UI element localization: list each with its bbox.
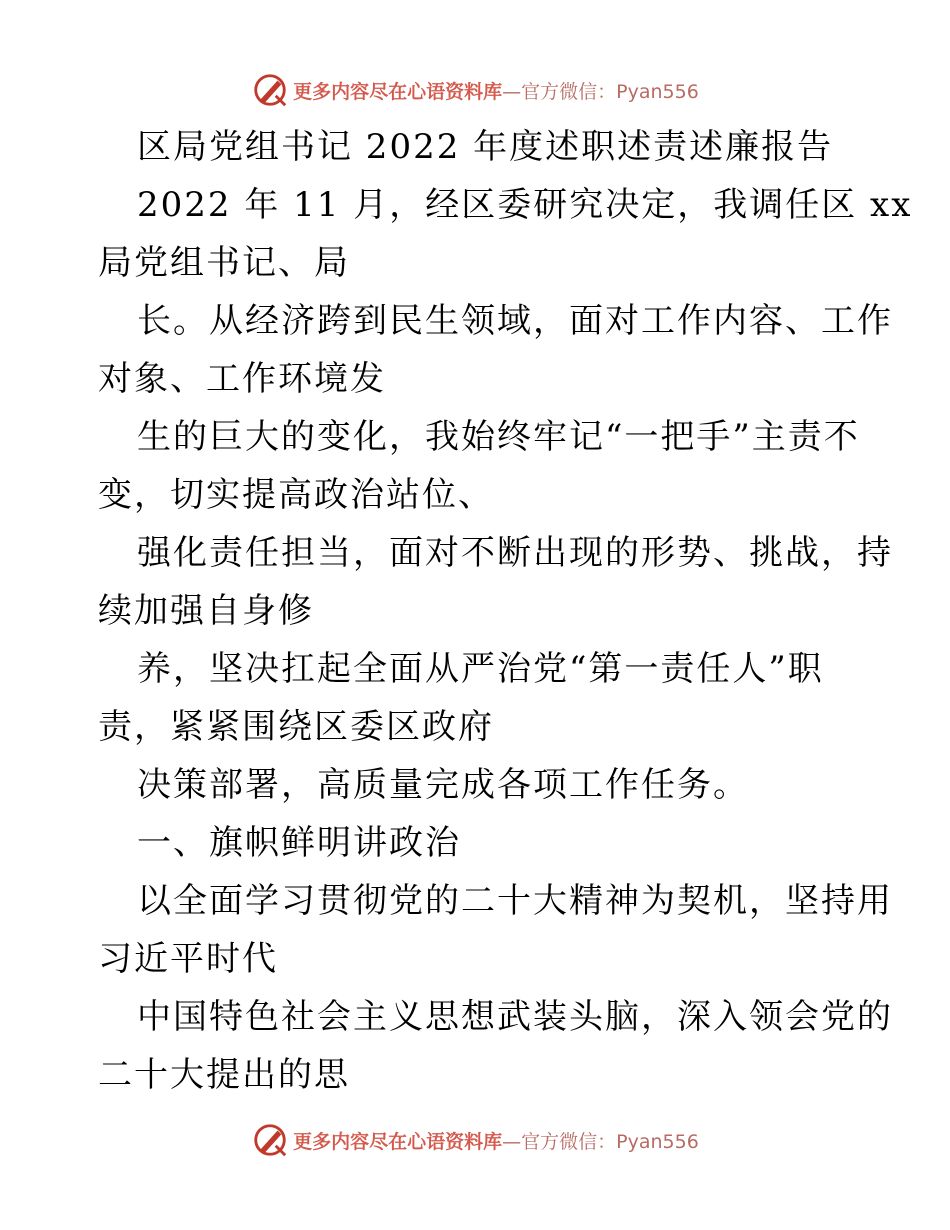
- pen-logo-icon: [251, 71, 289, 109]
- banner-rest: —官方微信：Pyan556: [502, 80, 699, 103]
- text-line: 以全面学习贯彻党的二十大精神为契机，坚持用: [137, 881, 893, 921]
- text-line: 养，坚决扛起全面从严治党“第一责任人”职: [137, 649, 824, 689]
- banner-highlight: 更多内容尽在心语资料库: [293, 80, 503, 103]
- header-banner: [0, 70, 950, 110]
- text-line: 长。从经济跨到民生领域，面对工作内容、工作: [137, 301, 893, 341]
- text-line: 2022 年 11 月，经区委研究决定，我调任区 xx: [137, 185, 913, 225]
- document-title: 区局党组书记 2022 年度述职述责述廉报告: [137, 127, 834, 167]
- banner-highlight: 更多内容尽在心语资料库: [293, 1130, 503, 1153]
- text-line: 决策部署，高质量完成各项工作任务。: [137, 765, 749, 805]
- text-line: 二十大提出的思: [98, 1055, 350, 1095]
- text-line: 变，切实提高政治站位、: [98, 475, 494, 515]
- text-line: 强化责任担当，面对不断出现的形势、挑战，持: [137, 533, 893, 573]
- banner-rest: —官方微信：Pyan556: [502, 1130, 699, 1153]
- text-line: 对象、工作环境发: [98, 359, 386, 399]
- pen-logo-icon: [251, 1121, 289, 1159]
- text-line: 责，紧紧围绕区委区政府: [98, 707, 494, 747]
- text-line: 中国特色社会主义思想武装头脑，深入领会党的: [137, 997, 893, 1037]
- banner-text: [293, 1127, 699, 1154]
- text-line: 习近平时代: [98, 939, 278, 979]
- text-line: 续加强自身修: [98, 591, 314, 631]
- section-heading: 一、旗帜鲜明讲政治: [137, 823, 461, 863]
- footer-banner: [0, 1120, 950, 1160]
- text-line: 局党组书记、局: [98, 243, 350, 283]
- text-line: 生的巨大的变化，我始终牢记“一把手”主责不: [137, 417, 860, 457]
- banner-text: [293, 77, 699, 104]
